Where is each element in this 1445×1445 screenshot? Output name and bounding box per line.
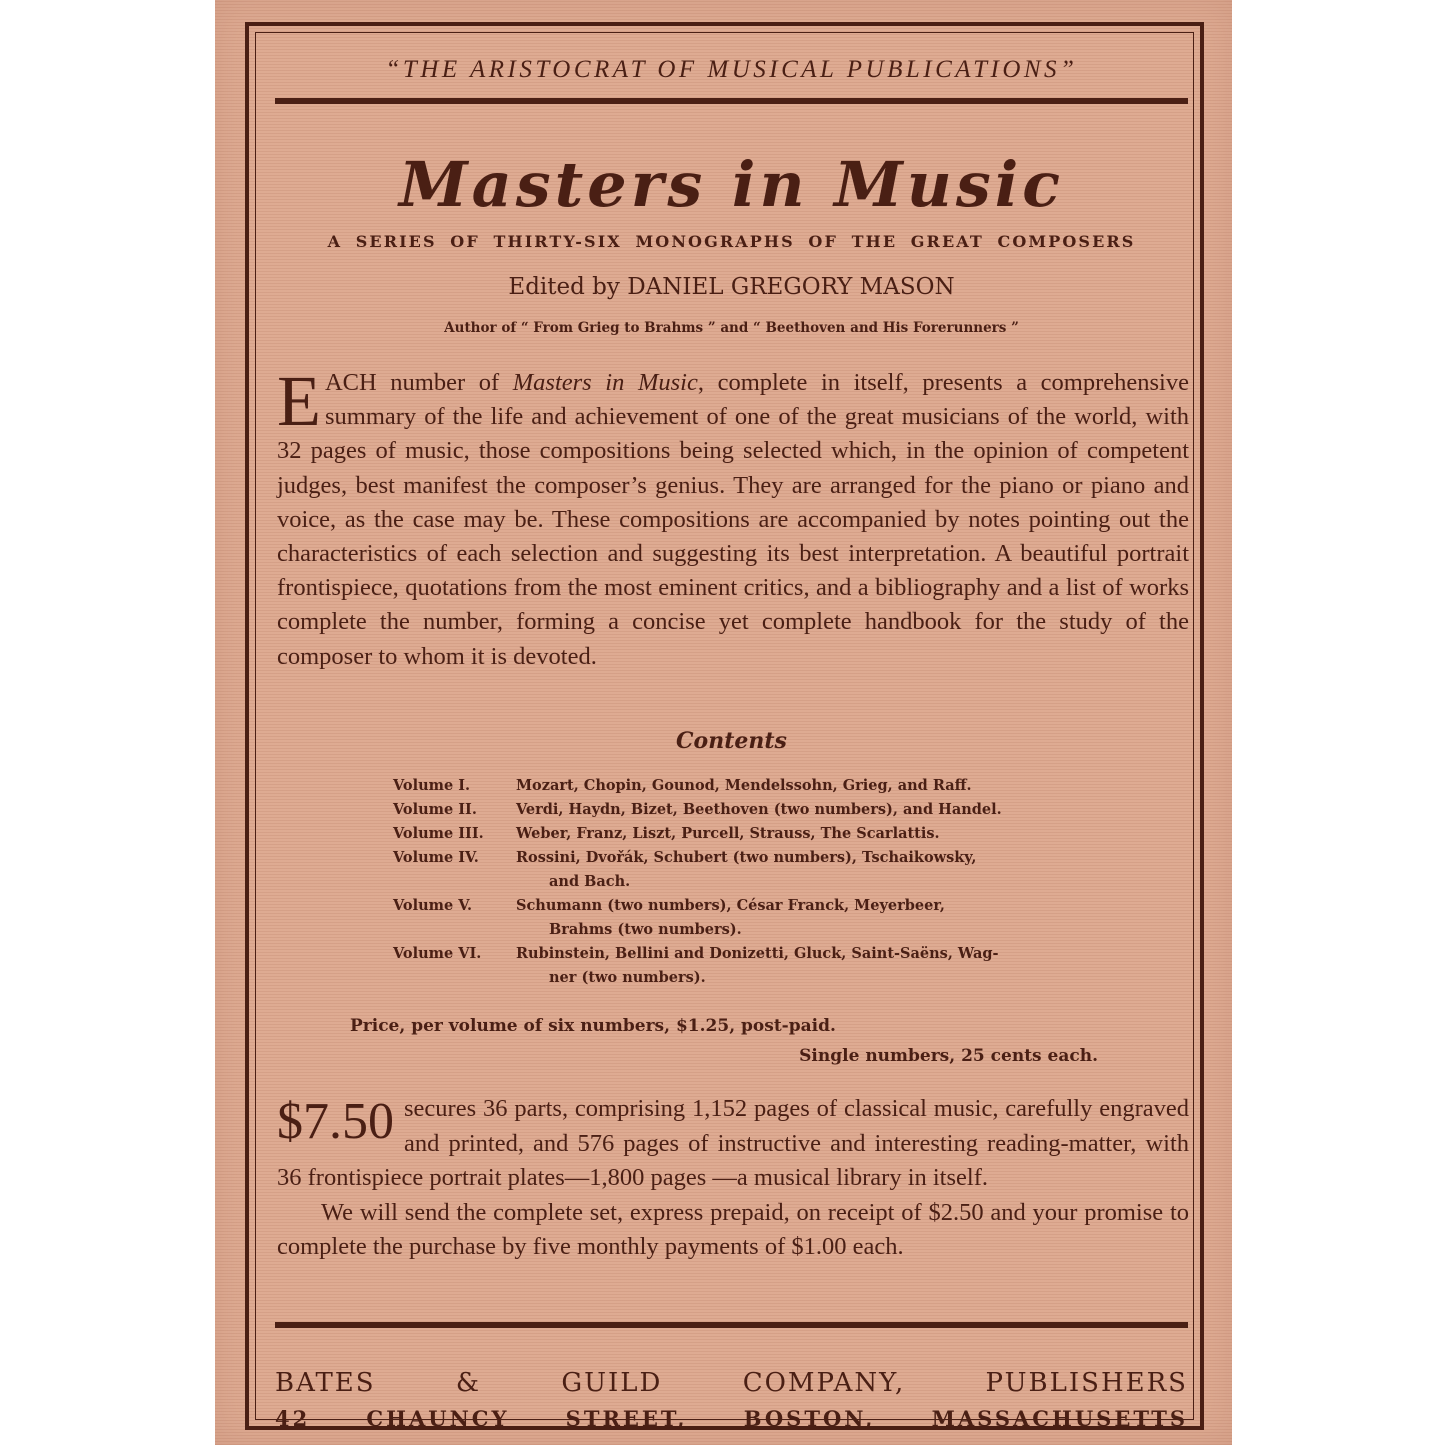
page-title: Masters in Music [398, 148, 1065, 221]
installment-offer: We will send the complete set, express prepaid, on receipt of $2.50 and your promise to complete the purchase by five monthly payments of $1.00 each. [277, 1198, 1189, 1260]
volume-row [393, 942, 1073, 990]
volume-row [393, 774, 1073, 798]
editor-name: DANIEL GREGORY MASON [627, 274, 955, 300]
volume-row [393, 822, 1073, 846]
volume-composers: Rubinstein, Bellini and Donizetti, Gluck, Saint-Saëns, Wag- ner (two numbers). [516, 945, 999, 986]
set-offer [277, 1092, 1189, 1265]
volume-composers: Rossini, Dvořák, Schubert (two numbers), Tschaikowsky, and Bach. [516, 849, 977, 890]
volume-label: Volume III. [393, 825, 484, 842]
volume-row [393, 846, 1073, 894]
volume-row [393, 798, 1073, 822]
volume-composers: Verdi, Haydn, Bizet, Beethoven (two numbers), and Handel. [516, 801, 1002, 818]
volume-composers: Mozart, Chopin, Gounod, Mendelssohn, Grieg, and Raff. [516, 777, 972, 794]
dropcap: E [277, 361, 321, 441]
description-paragraph [277, 361, 1189, 674]
editor-prefix: Edited by [508, 274, 628, 300]
series-title-italic: Masters in Music [512, 369, 698, 396]
volume-row [393, 894, 1073, 942]
price-single: Single numbers, 25 cents each. [799, 1046, 1098, 1066]
advertisement-page [215, 0, 1232, 1445]
description-text: , complete in itself, presents a comprehensive summary of the life and achievement of one of the great musicians of the world, with 32 pages of music, those compositions being selected which, in the opinion of competent judges, best manifest the composer’s genius. They are arranged for the piano or piano and voice, as the case may be. These compositions are accompanied by notes pointing out the characteristics of each selection and suggesting its best interpretation. A beautiful portrait frontispiece, quotations from the most eminent critics, and a bibliography and a list of works complete the number, forming a concise yet complete handbook for the study of the composer to whom it is devoted. [277, 369, 1189, 670]
volume-label: Volume II. [393, 801, 477, 818]
tagline: “THE ARISTOCRAT OF MUSICAL PUBLICATIONS” [385, 56, 1078, 83]
bottom-divider [275, 1322, 1188, 1328]
publisher-address: 42 CHAUNCY STREET, BOSTON, MASSACHUSETTS [275, 1406, 1188, 1431]
publisher-name: BATES & GUILD COMPANY, PUBLISHERS [275, 1368, 1188, 1398]
volume-label: Volume I. [393, 777, 471, 794]
contents-heading: Contents [676, 728, 787, 754]
series-subtitle: A SERIES OF THIRTY-SIX MONOGRAPHS OF THE GREAT COMPOSERS [327, 232, 1136, 251]
editor-line [275, 274, 1188, 300]
top-divider [275, 98, 1188, 104]
volume-label: Volume IV. [393, 849, 479, 866]
description-lead: ACH number of [324, 369, 513, 396]
volume-label: Volume VI. [393, 945, 482, 962]
volume-label: Volume V. [393, 897, 473, 914]
volume-composers: Schumann (two numbers), César Franck, Meyerbeer, Brahms (two numbers). [516, 897, 945, 938]
volume-composers: Weber, Franz, Liszt, Purcell, Strauss, The Scarlattis. [516, 825, 940, 842]
price-per-volume: Price, per volume of six numbers, $1.25, post-paid. [350, 1016, 836, 1036]
offer-text: secures 36 parts, comprising 1,152 pages of classical music, carefully engraved and printed, and 576 pages of instructive and interesting reading-matter, with 36 frontispiece portrait plates—1,800 pages —a musical library in itself. [277, 1095, 1189, 1191]
set-price: $7.50 [277, 1093, 394, 1150]
contents-list [393, 774, 1073, 990]
author-credits: Author of “ From Grieg to Brahms ” and “ Beethoven and His Forerunners ” [444, 320, 1019, 336]
